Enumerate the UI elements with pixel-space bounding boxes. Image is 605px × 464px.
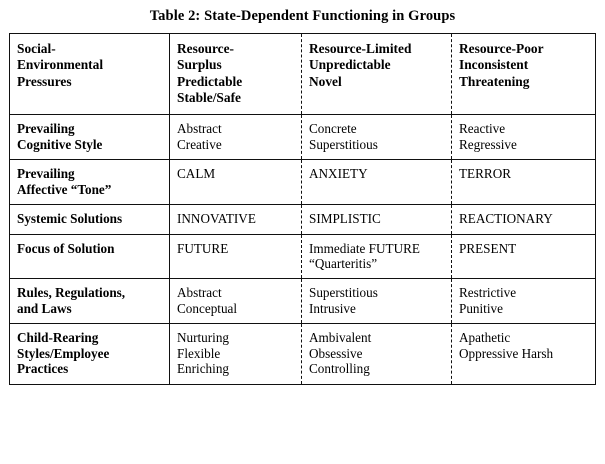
row-label-prevailing-affective-tone — [10, 160, 170, 205]
row-label-child-rearing-styles — [10, 324, 170, 384]
cell-affective-tone-limited — [302, 160, 452, 205]
row-label-line: Prevailing — [17, 166, 75, 182]
header-line: Resource-Limited — [309, 41, 412, 56]
cell-focus-of-solution-surplus — [170, 234, 302, 279]
cell-line: Abstract — [177, 285, 222, 301]
header-line: Environmental — [17, 57, 104, 73]
cell-line: Nurturing — [177, 330, 230, 346]
cell-focus-of-solution-limited — [302, 234, 452, 279]
cell-line: INNOVATIVE — [177, 211, 256, 227]
cell-line: Superstitious — [309, 285, 378, 301]
cell-line: Restrictive — [459, 285, 517, 301]
table-row — [10, 324, 596, 384]
row-label-rules-regulations-and-laws — [10, 279, 170, 324]
table-row — [10, 115, 596, 160]
cell-cognitive-style-limited — [302, 115, 452, 160]
table-header-row — [10, 34, 596, 115]
row-label-line: Styles/Employee — [17, 345, 110, 361]
cell-line: Controlling — [309, 361, 370, 377]
header-cell-resource-limited — [302, 34, 452, 115]
cell-line: Creative — [177, 136, 222, 152]
cell-rules-poor — [452, 279, 596, 324]
cell-line: Intrusive — [309, 300, 356, 316]
cell-line: PRESENT — [459, 240, 517, 256]
row-label-focus-of-solution — [10, 234, 170, 279]
header-line: Stable/Safe — [177, 90, 241, 106]
cell-systemic-solutions-limited — [302, 205, 452, 234]
header-line: Resource-Poor — [459, 41, 544, 56]
table-caption: Table 2: State-Dependent Functioning in Groups — [149, 8, 456, 24]
cell-line: Punitive — [459, 300, 503, 316]
header-line: Unpredictable — [309, 57, 391, 73]
row-label-line: Cognitive Style — [17, 136, 103, 152]
cell-cognitive-style-surplus — [170, 115, 302, 160]
cell-line: FUTURE — [177, 240, 229, 256]
table-row — [10, 205, 596, 234]
table-body — [10, 34, 596, 385]
row-label-line: Affective “Tone” — [17, 181, 112, 197]
table-row — [10, 160, 596, 205]
cell-rules-surplus — [170, 279, 302, 324]
cell-line: Apathetic — [459, 330, 511, 346]
header-line: Surplus — [177, 57, 222, 73]
cell-child-rearing-surplus — [170, 324, 302, 384]
cell-line: ANXIETY — [309, 166, 368, 182]
cell-affective-tone-surplus — [170, 160, 302, 205]
row-label-line: Practices — [17, 361, 69, 377]
cell-line: “Quarteritis” — [309, 256, 378, 271]
cell-focus-of-solution-poor — [452, 234, 596, 279]
table-row — [10, 234, 596, 279]
cell-line: Abstract — [177, 121, 222, 137]
row-label-line: and Laws — [17, 300, 72, 316]
cell-affective-tone-poor — [452, 160, 596, 205]
cell-line: Superstitious — [309, 136, 378, 152]
header-cell-resource-poor — [452, 34, 596, 115]
cell-systemic-solutions-poor — [452, 205, 596, 234]
header-line: Inconsistent — [459, 57, 529, 73]
cell-line: Obsessive — [309, 345, 363, 361]
header-cell-social-environmental-pressures — [10, 34, 170, 115]
cell-line: Immediate FUTURE — [309, 240, 420, 256]
cell-child-rearing-limited — [302, 324, 452, 384]
cell-systemic-solutions-surplus — [170, 205, 302, 234]
cell-line: Reactive — [459, 121, 506, 137]
cell-line: Enriching — [177, 361, 230, 377]
header-line: Social- — [17, 41, 56, 56]
cell-line: Regressive — [459, 136, 517, 152]
row-label-line: Rules, Regulations, — [17, 285, 126, 301]
header-line: Resource- — [177, 41, 235, 56]
header-line: Threatening — [459, 73, 530, 89]
cell-line: CALM — [177, 166, 216, 182]
cell-line: Ambivalent — [309, 330, 372, 346]
cell-cognitive-style-poor — [452, 115, 596, 160]
cell-line: Concrete — [309, 121, 357, 137]
header-line: Novel — [309, 73, 342, 89]
header-line: Pressures — [17, 73, 72, 89]
row-label-systemic-solutions — [10, 205, 170, 234]
row-label-line: Systemic Solutions — [17, 211, 123, 227]
row-label-line: Prevailing — [17, 121, 75, 137]
header-line: Predictable — [177, 73, 243, 89]
cell-line: SIMPLISTIC — [309, 211, 381, 227]
state-dependent-functioning-table — [9, 33, 596, 385]
cell-line: REACTIONARY — [459, 211, 553, 227]
cell-rules-limited — [302, 279, 452, 324]
row-label-prevailing-cognitive-style — [10, 115, 170, 160]
row-label-line: Child-Rearing — [17, 330, 99, 346]
header-cell-resource-surplus — [170, 34, 302, 115]
cell-line: Conceptual — [177, 300, 238, 316]
cell-line: Flexible — [177, 345, 221, 361]
cell-line: Oppressive Harsh — [459, 345, 554, 361]
cell-line: TERROR — [459, 166, 512, 182]
table-row — [10, 279, 596, 324]
cell-child-rearing-poor — [452, 324, 596, 384]
row-label-line: Focus of Solution — [17, 240, 115, 256]
